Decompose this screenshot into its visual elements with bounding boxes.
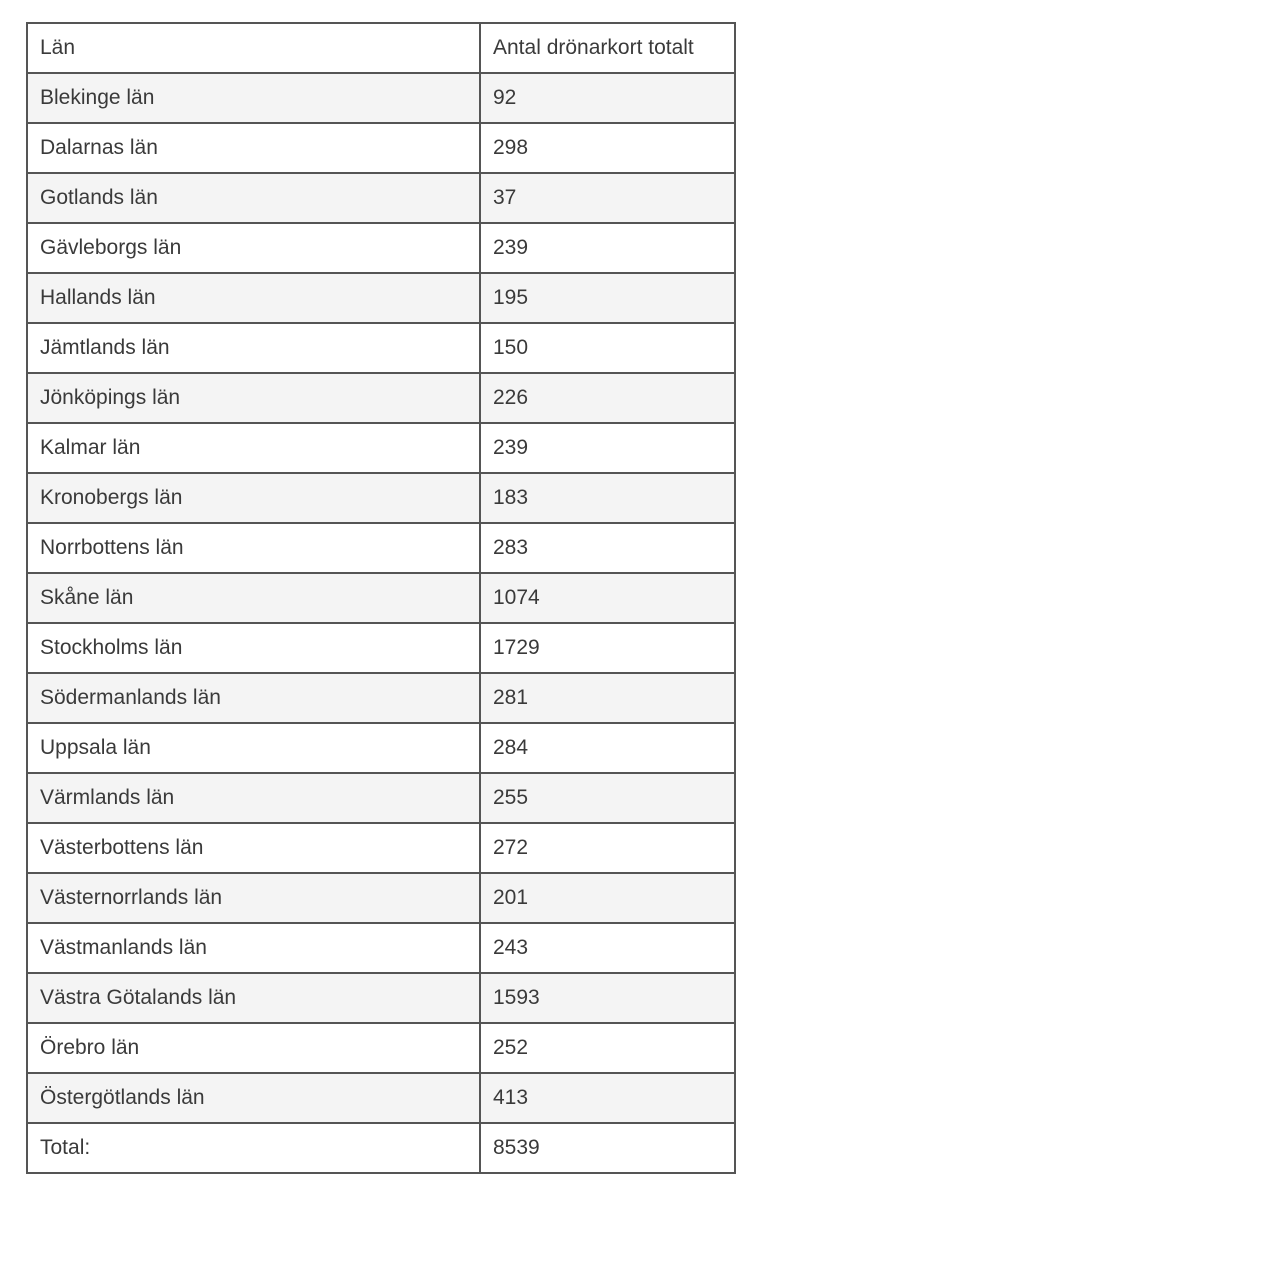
table-row <box>27 873 735 923</box>
table-row <box>27 373 735 423</box>
drone-license-table-container <box>26 22 736 1174</box>
table-body <box>27 23 735 1173</box>
license-count-cell: 272 <box>480 823 735 873</box>
license-count-cell: 284 <box>480 723 735 773</box>
total-label: Total: <box>27 1123 480 1173</box>
table-row <box>27 1023 735 1073</box>
license-count-cell: 283 <box>480 523 735 573</box>
table-row <box>27 173 735 223</box>
county-cell: Kronobergs län <box>27 473 480 523</box>
license-count-cell: 92 <box>480 73 735 123</box>
county-cell: Örebro län <box>27 1023 480 1073</box>
table-row <box>27 323 735 373</box>
header-county: Län <box>27 23 480 73</box>
license-count-cell: 243 <box>480 923 735 973</box>
total-value: 8539 <box>480 1123 735 1173</box>
table-row <box>27 623 735 673</box>
table-row <box>27 473 735 523</box>
table-row <box>27 773 735 823</box>
county-cell: Östergötlands län <box>27 1073 480 1123</box>
license-count-cell: 1729 <box>480 623 735 673</box>
county-cell: Värmlands län <box>27 773 480 823</box>
table-row <box>27 1073 735 1123</box>
table-row <box>27 123 735 173</box>
table-header-row <box>27 23 735 73</box>
county-cell: Norrbottens län <box>27 523 480 573</box>
license-count-cell: 413 <box>480 1073 735 1123</box>
table-row <box>27 673 735 723</box>
drone-license-table <box>26 22 736 1174</box>
license-count-cell: 37 <box>480 173 735 223</box>
table-row <box>27 273 735 323</box>
county-cell: Kalmar län <box>27 423 480 473</box>
license-count-cell: 195 <box>480 273 735 323</box>
county-cell: Skåne län <box>27 573 480 623</box>
license-count-cell: 252 <box>480 1023 735 1073</box>
license-count-cell: 239 <box>480 423 735 473</box>
header-license-count: Antal drönarkort totalt <box>480 23 735 73</box>
county-cell: Gotlands län <box>27 173 480 223</box>
county-cell: Västmanlands län <box>27 923 480 973</box>
table-row <box>27 423 735 473</box>
license-count-cell: 281 <box>480 673 735 723</box>
table-row <box>27 923 735 973</box>
county-cell: Södermanlands län <box>27 673 480 723</box>
county-cell: Gävleborgs län <box>27 223 480 273</box>
county-cell: Västernorrlands län <box>27 873 480 923</box>
table-row <box>27 73 735 123</box>
table-row <box>27 823 735 873</box>
county-cell: Blekinge län <box>27 73 480 123</box>
county-cell: Stockholms län <box>27 623 480 673</box>
table-row <box>27 973 735 1023</box>
county-cell: Västerbottens län <box>27 823 480 873</box>
license-count-cell: 1074 <box>480 573 735 623</box>
license-count-cell: 239 <box>480 223 735 273</box>
total-row <box>27 1123 735 1173</box>
table-row <box>27 523 735 573</box>
county-cell: Jönköpings län <box>27 373 480 423</box>
license-count-cell: 183 <box>480 473 735 523</box>
license-count-cell: 1593 <box>480 973 735 1023</box>
table-row <box>27 223 735 273</box>
license-count-cell: 298 <box>480 123 735 173</box>
license-count-cell: 150 <box>480 323 735 373</box>
table-row <box>27 573 735 623</box>
table-row <box>27 723 735 773</box>
license-count-cell: 255 <box>480 773 735 823</box>
county-cell: Hallands län <box>27 273 480 323</box>
county-cell: Uppsala län <box>27 723 480 773</box>
county-cell: Västra Götalands län <box>27 973 480 1023</box>
county-cell: Jämtlands län <box>27 323 480 373</box>
license-count-cell: 201 <box>480 873 735 923</box>
county-cell: Dalarnas län <box>27 123 480 173</box>
license-count-cell: 226 <box>480 373 735 423</box>
